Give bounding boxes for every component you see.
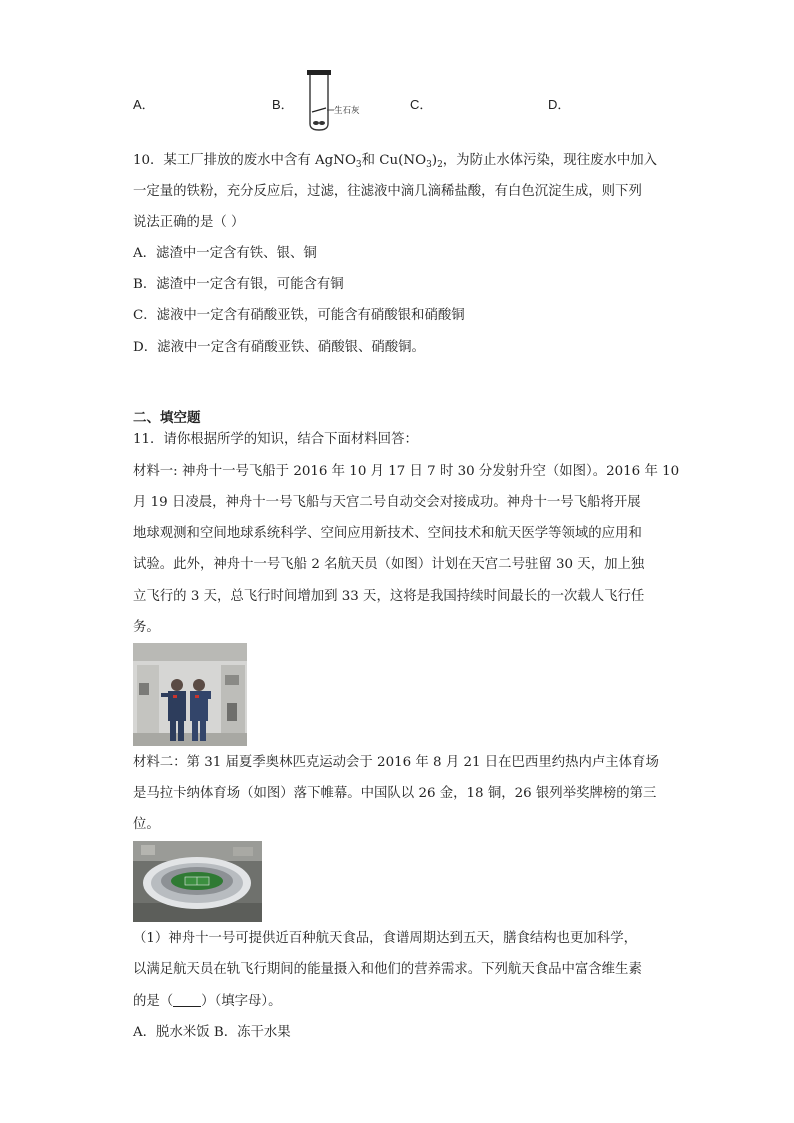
stadium-photo: [133, 841, 262, 922]
q11-part1-line: 的是（ ）（填字母）。: [133, 994, 282, 1009]
q10-option-a: A．滤渣中一定含有铁、银、铜: [133, 246, 317, 261]
q11-material1-line: 立飞行的 3 天，总飞行时间增加到 33 天，这将是我国持续时间最长的一次载人飞行任: [133, 589, 645, 604]
support-rod: [312, 108, 326, 112]
tube-body: [310, 75, 328, 130]
test-tube-diagram: [300, 68, 380, 134]
q11-material2-line: 位。: [133, 817, 160, 832]
q11-part1-line: （1）神舟十一号可提供近百种航天食品，食谱周期达到五天，膳食结构也更加科学，: [133, 931, 637, 946]
q10-line2: 一定量的铁粉，充分反应后，过滤，往滤液中滴几滴稀盐酸，有白色沉淀生成，则下列: [133, 184, 642, 199]
q11-part1-options: A．脱水米饭 B．冻干水果: [133, 1025, 291, 1040]
q10-line1: 10．某工厂排放的废水中含有 AgNO$_3$和 $Cu(NO_3)_2$，为防止水体污染，现往废水中加入: [133, 153, 658, 170]
q11-material2-line: 是马拉卡纳体育场（如图）落下帷幕。中国队以 26 金，18 铜，26 银列举奖牌榜的第三: [133, 786, 657, 801]
quicklime-label: 生石灰: [334, 106, 360, 116]
q11-material1-line: 务。: [133, 620, 160, 635]
option-a-label: A．: [133, 97, 155, 112]
option-c-label: C．: [410, 97, 433, 112]
q10-option-b: B．滤渣中一定含有银，可能含有铜: [133, 277, 344, 292]
q11-material2-line: 材料二：第 31 届夏季奥林匹克运动会于 2016 年 8 月 21 日在巴西里约热内卢主体育场: [133, 755, 659, 770]
q10-line3: 说法正确的是（ ）: [133, 215, 245, 230]
tube-stopper: [307, 70, 331, 75]
q10-option-c: C．滤液中一定含有硝酸亚铁，可能含有硝酸银和硝酸铜: [133, 308, 465, 323]
q11-intro: 11．请你根据所学的知识，结合下面材料回答：: [133, 432, 418, 447]
q11-material1-line: 地球观测和空间地球系统科学、空间应用新技术、空间技术和航天医学等领域的应用和: [133, 526, 642, 541]
q11-material1-line: 试验。此外，神舟十一号飞船 2 名航天员（如图）计划在天宫二号驻留 30 天，加上独: [133, 557, 645, 572]
q11-material1-line: 材料一: 神舟十一号飞船于 2016 年 10 月 17 日 7 时 30 分发射升空（如图）。2016 年 10: [133, 464, 680, 479]
q11-part1-line: 以满足航天员在轨飞行期间的能量摄入和他们的营养需求。下列航天食品中富含维生素: [133, 962, 642, 977]
option-b-label: B．: [272, 97, 294, 112]
option-d-label: D．: [548, 97, 571, 112]
solid-bead: [313, 121, 319, 125]
q11-material1-line: 月 19 日凌晨，神舟十一号飞船与天宫二号自动交会对接成功。神舟十一号飞船将开展: [133, 495, 641, 510]
solid-bead: [319, 121, 325, 125]
astronauts-photo: [133, 643, 247, 746]
q10-option-d: D．滤液中一定含有硝酸亚铁、硝酸银、硝酸铜。: [133, 340, 425, 355]
answer-blank[interactable]: [173, 994, 201, 1007]
section-title: 二、填空题: [133, 410, 201, 425]
